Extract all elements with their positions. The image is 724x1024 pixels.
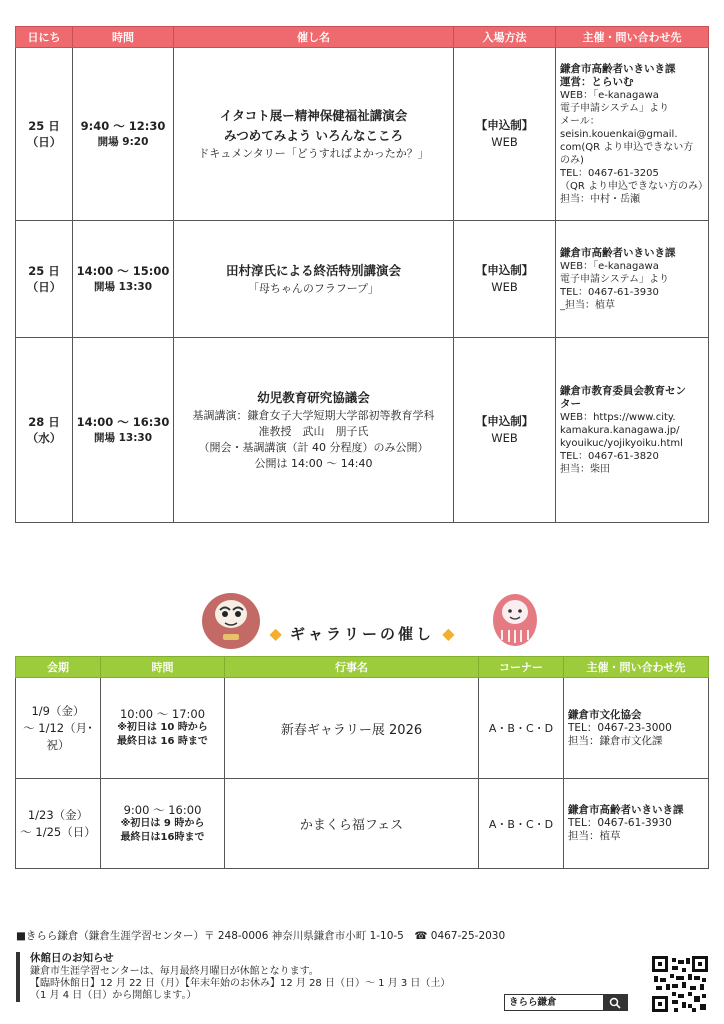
event-time-cell (73, 48, 174, 221)
events-table (15, 26, 709, 523)
header-entry: 入場方法 (454, 27, 556, 48)
event-open-time: 開場 13:30 (93, 281, 153, 293)
entry-mode: 【申込制】 (475, 414, 534, 428)
gallery-title: かまくら福フェス (225, 779, 479, 869)
event-subtitle-3: （開会・基調講演（計 40 分程度）のみ公開） (198, 441, 429, 454)
notice-title: 休館日のお知らせ (30, 952, 114, 964)
entry-mode: 【申込制】 (475, 263, 534, 277)
event-subtitle-2: 准教授 武山 朋子氏 (258, 425, 369, 438)
header-date: 日にち (16, 27, 73, 48)
event-date-cell (16, 48, 73, 221)
organizer-contact: 担当：植草 (568, 830, 621, 842)
notice-line: （1 月 4 日（日）から開館します。） (30, 990, 197, 1001)
period-start: 1/9（金） (31, 703, 85, 718)
gallery-heading (0, 623, 724, 644)
organizer-tel: TEL：0467-23-3000 (568, 721, 672, 734)
event-open-time: 開場 13:30 (93, 432, 153, 444)
header-time: 時間 (73, 27, 174, 48)
event-title: 幼児教育研究協議会 (257, 390, 370, 405)
search-input[interactable] (504, 994, 628, 1011)
organizer-url[interactable]: kamakura.kanagawa.jp/ (560, 424, 680, 436)
organizer-line: 電子申請システム」より (560, 273, 669, 285)
entry-via: WEB (491, 431, 518, 445)
header-event-name: 行事名 (225, 657, 479, 678)
search-text: きらら鎌倉 (509, 997, 557, 1008)
gallery-corner: A・B・C・D (479, 779, 564, 869)
event-time: 14:00 ～ 16:30 (76, 415, 170, 429)
period-start: 1/23（金） (27, 807, 89, 822)
organizer-line: 鎌倉市高齢者いきいき課 (560, 246, 676, 259)
entry-via: WEB (491, 280, 518, 294)
event-subtitle: 「母ちゃんのフラフープ」 (247, 282, 380, 295)
event-date: 25 日 (28, 264, 60, 278)
event-organizer-cell (556, 338, 709, 523)
event-date-cell (16, 338, 73, 523)
closure-notice (16, 952, 486, 1002)
header-organizer: 主催・問い合わせ先 (564, 657, 709, 678)
organizer-email[interactable]: seisin.kouenkai@gmail. (560, 128, 678, 140)
header-time: 時間 (101, 657, 225, 678)
organizer-line: 電子申請システム」より (560, 102, 669, 114)
organizer-url[interactable]: kyouikuc/yojikyoiku.html (560, 437, 683, 449)
event-open-time: 開場 9:20 (97, 136, 149, 148)
organizer-url[interactable]: WEB：https://www.city. (560, 411, 676, 423)
gallery-organizer-cell (564, 779, 709, 869)
gallery-period-cell (16, 779, 101, 869)
organizer-line: 鎌倉市高齢者いきいき課 (568, 804, 684, 816)
organizer-tel: TEL：0467-61-3820 (560, 450, 659, 462)
gallery-note: ※初日は 10 時から (117, 722, 208, 733)
organizer-line: WEB：「e-kanagawa (560, 260, 659, 272)
gallery-note: 最終日は16時まで (120, 831, 205, 843)
event-name-cell (174, 221, 454, 338)
qr-code-icon[interactable] (652, 956, 708, 1012)
event-time-cell (73, 221, 174, 338)
gallery-heading-text: ギャラリーの催し (289, 625, 434, 643)
gallery-table (15, 656, 709, 869)
event-title: イタコト展ー精神保健福祉講演会 (219, 108, 408, 123)
gallery-time-cell (101, 678, 225, 779)
organizer-line: 鎌倉市文化協会 (568, 708, 642, 721)
organizer-contact: 担当：柴田 (560, 463, 610, 475)
magnifier-icon[interactable] (603, 995, 627, 1010)
gallery-note: 最終日は 16 時まで (117, 736, 208, 747)
table-row (16, 221, 709, 338)
header-event-name: 催し名 (174, 27, 454, 48)
organizer-line: ター (560, 397, 581, 410)
table-row (16, 678, 709, 779)
event-time: 9:40 ～ 12:30 (80, 119, 166, 133)
event-time: 14:00 ～ 15:00 (76, 264, 170, 278)
table-row (16, 48, 709, 221)
event-name-cell (174, 48, 454, 221)
event-weekday: （水） (26, 431, 62, 445)
organizer-tel: TEL：0467-61-3930 (568, 817, 672, 829)
notice-line: 鎌倉市生涯学習センターは、毎月最終月曜日が休館となります。 (30, 966, 319, 977)
entry-via: WEB (491, 135, 518, 149)
gallery-organizer-cell (564, 678, 709, 779)
gallery-period-cell (16, 678, 101, 779)
event-title: 田村淳氏による終活特別講演会 (225, 263, 401, 278)
organizer-line: メール： (560, 115, 600, 127)
period-end: ～ 1/12（月･祝） (23, 720, 93, 752)
gallery-time: 9:00 ～ 16:00 (123, 802, 202, 817)
event-title-2: みつめてみよう いろんなこころ (223, 128, 404, 143)
event-date-cell (16, 221, 73, 338)
organizer-line: com(QR より申込できない方 (560, 141, 694, 153)
footer-address: ■きらら鎌倉（鎌倉生涯学習センター）〒 248-0006 神奈川県鎌倉市小町 1-10-5 ☎ 0467-25-2030 (16, 930, 506, 942)
table-row (16, 338, 709, 523)
notice-line: 【臨時休館日】12 月 22 日（月）【年末年始のお休み】12 月 28 日（日）～ 1 月 3 日（土） (30, 978, 451, 989)
event-weekday: （日） (26, 135, 62, 149)
header-period: 会期 (16, 657, 101, 678)
event-organizer-cell (556, 221, 709, 338)
gallery-header-row (16, 657, 709, 678)
event-date: 25 日 (28, 119, 60, 133)
event-organizer-cell (556, 48, 709, 221)
organizer-contact: 担当：鎌倉市文化課 (568, 734, 663, 747)
organizer-line: （QR より申込できない方のみ） (560, 180, 708, 192)
organizer-contact: 担当：中村・岳瀬 (560, 193, 640, 205)
header-organizer: 主催・問い合わせ先 (556, 27, 709, 48)
organizer-line: 運営：とらいむ (560, 75, 634, 88)
event-name-cell (174, 338, 454, 523)
gallery-title: 新春ギャラリー展 2026 (225, 678, 479, 779)
header-corner: コーナー (479, 657, 564, 678)
organizer-tel: TEL：0467-61-3930 (560, 286, 659, 298)
gallery-time: 10:00 ～ 17:00 (119, 707, 206, 721)
event-subtitle: 基調講演：鎌倉女子大学短期大学部初等教育学科 (192, 409, 435, 422)
organizer-contact: _担当：植草 (560, 299, 615, 311)
diamond-left-icon: ◆ (269, 624, 282, 643)
event-entry-cell (454, 48, 556, 221)
organizer-tel: TEL：0467-61-3205 (560, 167, 659, 179)
event-time-cell (73, 338, 174, 523)
period-end: ～ 1/25（日） (20, 824, 96, 839)
entry-mode: 【申込制】 (475, 118, 534, 132)
event-date: 28 日 (28, 415, 60, 429)
diamond-right-icon: ◆ (442, 624, 455, 643)
gallery-note: ※初日は 9 時から (120, 817, 205, 829)
organizer-line: 鎌倉市高齢者いきいき課 (560, 62, 676, 75)
gallery-time-cell (101, 779, 225, 869)
event-subtitle: ドキュメンタリー「どうすればよかったか？」 (198, 147, 429, 160)
table-row (16, 779, 709, 869)
event-entry-cell (454, 221, 556, 338)
event-subtitle-4: 公開は 14:00 ～ 14:40 (254, 457, 373, 470)
organizer-line: のみ) (560, 154, 584, 166)
organizer-line: WEB：「e-kanagawa (560, 89, 659, 101)
organizer-line: 鎌倉市教育委員会教育セン (560, 384, 686, 397)
event-weekday: （日） (26, 280, 62, 294)
gallery-corner: A・B・C・D (479, 678, 564, 779)
event-entry-cell (454, 338, 556, 523)
events-header-row (16, 27, 709, 48)
